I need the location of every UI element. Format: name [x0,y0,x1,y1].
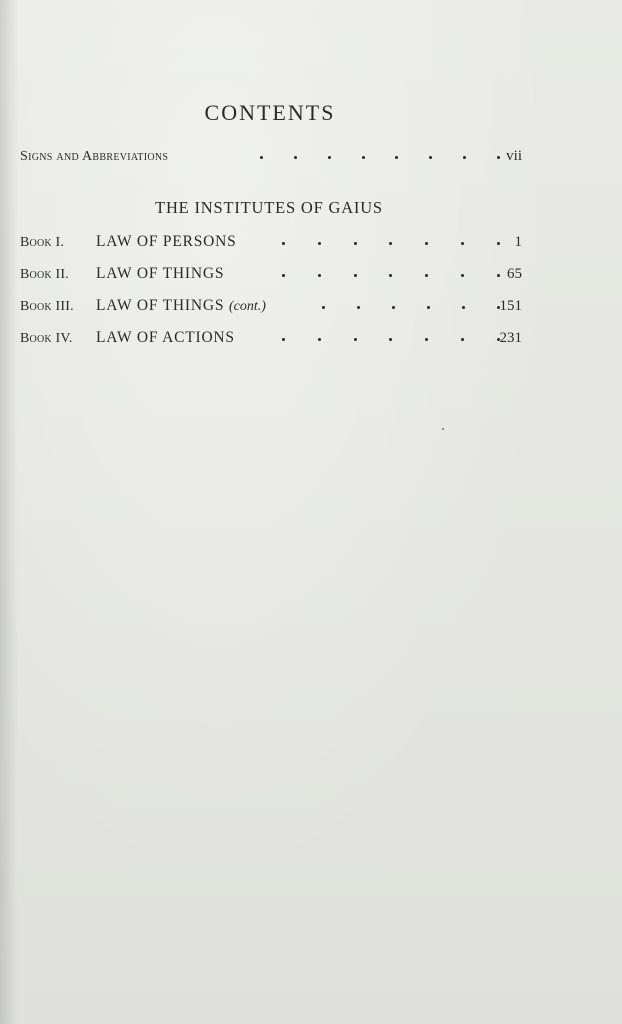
book-title: LAW OF PERSONS [96,233,237,250]
book-label: Book I. [20,235,65,250]
toc-entry-front-matter [20,143,522,165]
toc-page-number: vii [506,148,522,164]
toc-page-number: 65 [507,266,522,282]
leader-dots [282,233,500,251]
toc-page-number: 151 [499,298,522,314]
toc-entry-label: Signs and Abbreviations [20,149,169,164]
book-label: Book II. [20,267,69,282]
leader-dots [282,265,500,283]
contents-heading: CONTENTS [204,100,336,125]
toc-entry-book-2 [20,261,522,283]
book-title-suffix: (cont.) [228,299,266,314]
section-heading: THE INSTITUTES OF GAIUS [155,198,383,217]
toc-page-number: 231 [499,330,522,346]
toc-entry-book-1 [20,229,522,251]
book-label: Book III. [20,299,74,314]
paper-speck [442,428,444,430]
toc-page-number: 1 [514,234,522,250]
book-title: LAW OF THINGS [96,265,225,282]
leader-dots [260,147,500,165]
toc-entry-book-3 [20,293,522,315]
book-title: LAW OF ACTIONS [96,329,235,346]
leader-dots [322,297,500,315]
page-edge-shadow [0,0,18,1024]
leader-dots [282,329,500,347]
book-title: LAW OF THINGS [96,297,229,314]
book-label: Book IV. [20,331,73,346]
toc-entry-book-4 [20,325,522,347]
